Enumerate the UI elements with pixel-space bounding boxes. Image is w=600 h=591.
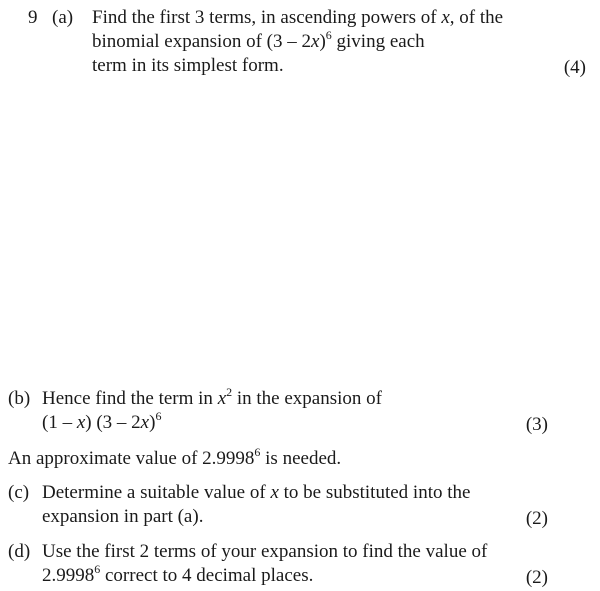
part-d-text: [42, 540, 487, 588]
part-c-text: [42, 481, 470, 529]
part-c-line-2: expansion in part (a).: [42, 506, 204, 527]
part-b-text: [42, 384, 382, 435]
part-c-marks: (2): [525, 508, 548, 529]
part-a-text: [92, 6, 503, 78]
part-b-line-1: Hence find the term in $x^2$ in the expansion of: [42, 384, 382, 409]
part-b-marks: (3): [525, 414, 548, 435]
part-c-line-1: Determine a suitable value of x to be substituted into the: [42, 482, 471, 503]
approx-statement: An approximate value of 2.9998$^6$ is needed.: [8, 444, 342, 469]
part-a-label: (a): [52, 7, 74, 28]
part-d-line-2: 2.9998$^6$ correct to 4 decimal places.: [42, 561, 314, 586]
part-c-label: (c): [8, 482, 30, 503]
part-d-label: (d): [8, 541, 31, 562]
part-b-line-2: (1 – x) (3 – 2x)$^6$: [42, 408, 162, 433]
part-d-marks: (2): [525, 567, 548, 588]
part-a-marks: (4): [563, 57, 586, 78]
part-a-line-1: Find the first 3 terms, in ascending powers of x, of the: [92, 7, 504, 28]
part-a-line-2: binomial expansion of (3 – 2x)$^6$ giving each: [92, 27, 425, 52]
part-a-line-3: term in its simplest form.: [92, 55, 284, 76]
question-number: 9: [28, 7, 38, 28]
part-d-line-1: Use the first 2 terms of your expansion to find the value of: [42, 541, 488, 562]
part-b-label: (b): [8, 388, 31, 409]
